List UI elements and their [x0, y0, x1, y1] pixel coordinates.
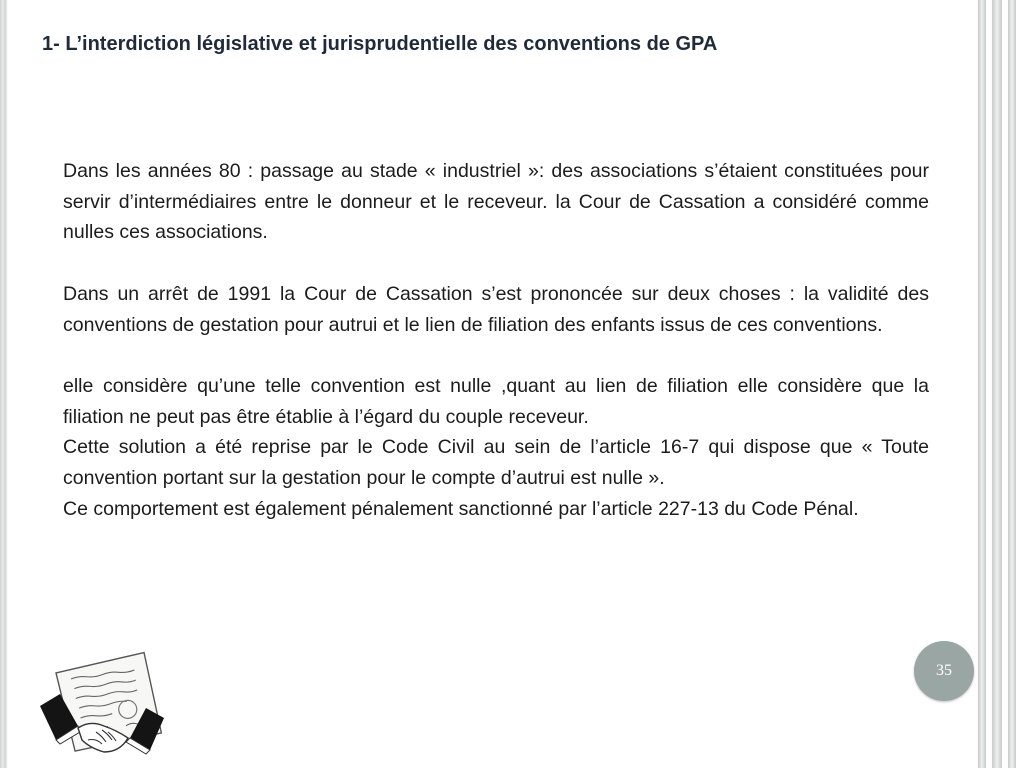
page-number-badge: 35 — [914, 641, 974, 701]
paragraph-2: Dans un arrêt de 1991 la Cour de Cassation s’est prononcée sur deux choses : la validité des conventions de gestation pour autrui et le lien de filiation des enfants issus de ces conventions. — [63, 282, 929, 336]
paragraph-5: Ce comportement est également pénalement sanctionné par l’article 227-13 du Code Pénal. — [63, 497, 859, 520]
paragraph-3: elle considère qu’une telle convention est nulle ,quant au lien de filiation elle considère que la filiation ne peut pas être établie à l’égard du couple receveur. — [63, 374, 929, 428]
left-border — [0, 0, 8, 768]
handshake-contract-icon — [38, 648, 166, 768]
slide-title: 1- L’interdiction législative et jurisprudentielle des conventions de GPA — [42, 33, 718, 55]
paragraph-4: Cette solution a été reprise par le Code Civil au sein de l’article 16-7 qui dispose que « Toute convention portant sur la gestation pour le compte d’autrui est nulle ». — [63, 436, 929, 489]
right-border-rails — [978, 0, 1024, 768]
paragraph-1: Dans les années 80 : passage au stade « industriel »: des associations s’étaient constituées pour servir d’intermédiaires entre le donneur et le receveur. la Cour de Cassation a considéré comme nulles ces associations. — [63, 160, 929, 244]
slide-body — [63, 156, 929, 524]
